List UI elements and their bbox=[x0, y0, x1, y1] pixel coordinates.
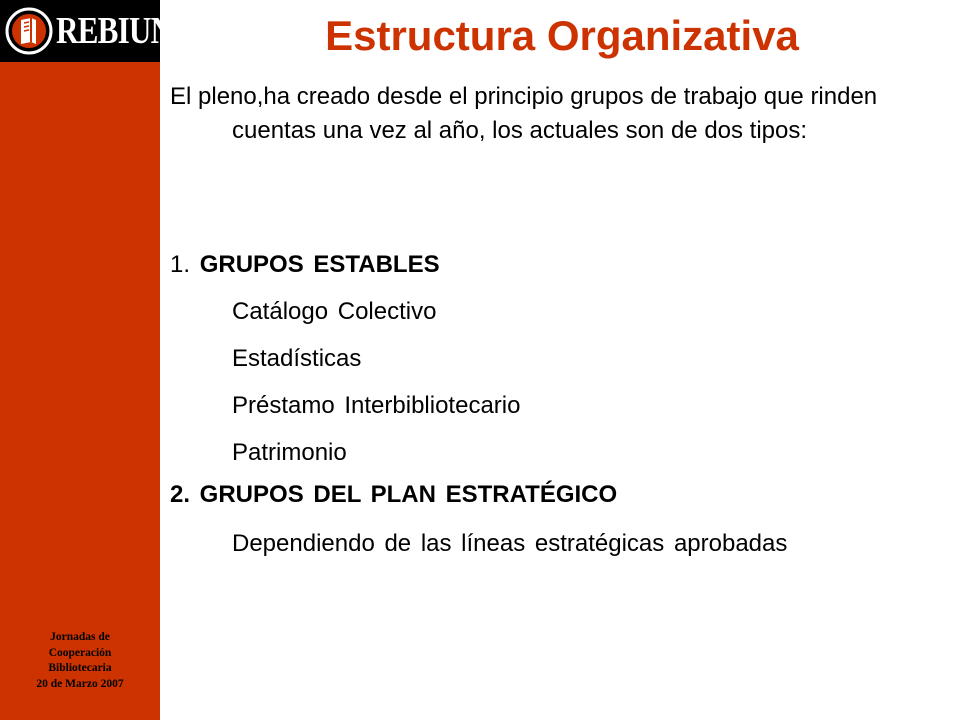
logo-text: REBIUN bbox=[56, 10, 173, 52]
list-item: Catálogo Colectivo bbox=[232, 298, 437, 325]
slide-body bbox=[170, 80, 950, 557]
sidebar bbox=[0, 0, 173, 720]
event-note-line: Bibliotecaria bbox=[48, 662, 112, 674]
group1-heading bbox=[170, 250, 440, 280]
list-item: Dependiendo de las líneas estratégicas aprobadas bbox=[232, 530, 788, 557]
group2-title: 2. GRUPOS DEL PLAN ESTRATÉGICO bbox=[170, 481, 618, 508]
sidebar-band bbox=[0, 62, 160, 720]
rebiun-logo bbox=[0, 0, 173, 62]
list-item: Estadísticas bbox=[232, 345, 362, 372]
slide-title: Estructura Organizativa bbox=[325, 12, 799, 59]
list-item: Patrimonio bbox=[232, 439, 347, 466]
event-note bbox=[0, 630, 160, 692]
event-note-line: Cooperación bbox=[48, 646, 112, 659]
event-note-line: 20 de Marzo 2007 bbox=[36, 677, 124, 690]
list-item: Préstamo Interbibliotecario bbox=[232, 392, 521, 419]
group2-heading bbox=[170, 480, 617, 510]
rebiun-emblem-icon bbox=[4, 6, 54, 56]
group1-number: 1. bbox=[170, 251, 191, 278]
group1-title: GRUPOS ESTABLES bbox=[199, 251, 440, 278]
event-note-line: Jornadas de bbox=[50, 631, 110, 643]
intro-paragraph: El pleno,ha creado desde el principio grupos de trabajo que rinden cuentas una vez al año, los actuales son de dos tipos: bbox=[170, 83, 878, 144]
